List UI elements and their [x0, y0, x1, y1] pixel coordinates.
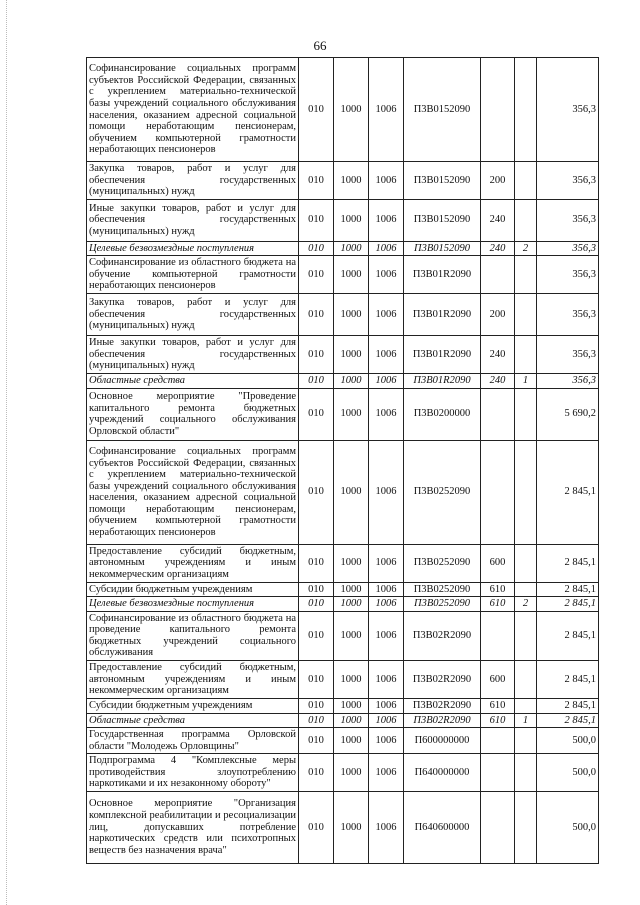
cell-section-code: 1000	[334, 256, 369, 294]
table-row	[87, 713, 599, 728]
table-row	[87, 597, 599, 612]
cell-name: Подпрограмма 4 "Комплексные меры противодействия злоупотреблению наркотиками и их незаконному обороту"	[87, 754, 299, 792]
cell-amount: 356,3	[537, 294, 599, 336]
cell-expense-type	[481, 388, 515, 440]
cell-target-article: П640600000	[404, 791, 481, 863]
cell-name: Софинансирование социальных программ субъектов Российской Федерации, связанных с укреплением материально-технической базы учреждений социального обслуживания населения, оказанием адресной социальной помощи неработающим пенсионерам, обучением компьютерной грамотности неработающих пенсионеров	[87, 440, 299, 544]
cell-amount: 2 845,1	[537, 699, 599, 714]
cell-subsection-code: 1006	[369, 199, 404, 241]
cell-name: Целевые безвозмездные поступления	[87, 597, 299, 612]
table-row	[87, 256, 599, 294]
cell-funding-source	[515, 791, 537, 863]
cell-ministry-code: 010	[299, 661, 334, 699]
table-row	[87, 294, 599, 336]
cell-subsection-code: 1006	[369, 241, 404, 256]
cell-subsection-code: 1006	[369, 336, 404, 374]
cell-ministry-code: 010	[299, 440, 334, 544]
cell-subsection-code: 1006	[369, 374, 404, 389]
cell-amount: 2 845,1	[537, 661, 599, 699]
cell-expense-type	[481, 791, 515, 863]
table-row	[87, 374, 599, 389]
cell-target-article: П3В02R2090	[404, 661, 481, 699]
cell-funding-source	[515, 294, 537, 336]
cell-subsection-code: 1006	[369, 713, 404, 728]
table-row	[87, 754, 599, 792]
cell-amount: 356,3	[537, 256, 599, 294]
cell-subsection-code: 1006	[369, 582, 404, 597]
cell-amount: 356,3	[537, 336, 599, 374]
cell-expense-type: 200	[481, 162, 515, 200]
cell-section-code: 1000	[334, 440, 369, 544]
cell-amount: 500,0	[537, 791, 599, 863]
table-row	[87, 699, 599, 714]
cell-name: Предоставление субсидий бюджетным, автономным учреждениям и иным некоммерческим организациям	[87, 661, 299, 699]
cell-section-code: 1000	[334, 388, 369, 440]
cell-ministry-code: 010	[299, 388, 334, 440]
cell-ministry-code: 010	[299, 713, 334, 728]
cell-section-code: 1000	[334, 294, 369, 336]
cell-section-code: 1000	[334, 162, 369, 200]
cell-section-code: 1000	[334, 336, 369, 374]
cell-funding-source	[515, 728, 537, 754]
budget-table	[86, 57, 599, 864]
cell-funding-source	[515, 162, 537, 200]
table-row	[87, 728, 599, 754]
cell-amount: 2 845,1	[537, 597, 599, 612]
cell-name: Субсидии бюджетным учреждениям	[87, 582, 299, 597]
cell-amount: 2 845,1	[537, 582, 599, 597]
cell-expense-type: 240	[481, 336, 515, 374]
cell-name: Софинансирование социальных программ субъектов Российской Федерации, связанных с укреплением материально-технической базы учреждений социального обслуживания населения, оказанием адресной социальной помощи неработающим пенсионерам, обучением компьютерной грамотности неработающих пенсионеров	[87, 58, 299, 162]
cell-ministry-code: 010	[299, 699, 334, 714]
cell-target-article: П3В02R2090	[404, 713, 481, 728]
cell-ministry-code: 010	[299, 256, 334, 294]
cell-ministry-code: 010	[299, 611, 334, 660]
cell-ministry-code: 010	[299, 294, 334, 336]
cell-subsection-code: 1006	[369, 162, 404, 200]
cell-target-article: П600000000	[404, 728, 481, 754]
cell-name: Закупка товаров, работ и услуг для обеспечения государственных (муниципальных) нужд	[87, 162, 299, 200]
cell-target-article: П3В0252090	[404, 582, 481, 597]
cell-name: Государственная программа Орловской области "Молодежь Орловщины"	[87, 728, 299, 754]
cell-funding-source	[515, 661, 537, 699]
cell-funding-source	[515, 440, 537, 544]
cell-expense-type	[481, 728, 515, 754]
cell-subsection-code: 1006	[369, 791, 404, 863]
cell-target-article: П3В01R2090	[404, 256, 481, 294]
cell-expense-type	[481, 440, 515, 544]
cell-expense-type: 610	[481, 713, 515, 728]
cell-expense-type: 610	[481, 699, 515, 714]
cell-funding-source	[515, 582, 537, 597]
cell-subsection-code: 1006	[369, 544, 404, 582]
cell-funding-source	[515, 58, 537, 162]
cell-subsection-code: 1006	[369, 597, 404, 612]
cell-target-article: П3В0152090	[404, 162, 481, 200]
cell-target-article: П3В0252090	[404, 440, 481, 544]
cell-expense-type: 600	[481, 661, 515, 699]
cell-section-code: 1000	[334, 544, 369, 582]
cell-subsection-code: 1006	[369, 440, 404, 544]
cell-amount: 500,0	[537, 754, 599, 792]
cell-target-article: П3В0152090	[404, 241, 481, 256]
cell-expense-type: 240	[481, 374, 515, 389]
cell-subsection-code: 1006	[369, 661, 404, 699]
cell-funding-source	[515, 199, 537, 241]
cell-amount: 2 845,1	[537, 544, 599, 582]
cell-subsection-code: 1006	[369, 388, 404, 440]
cell-section-code: 1000	[334, 58, 369, 162]
cell-name: Закупка товаров, работ и услуг для обеспечения государственных (муниципальных) нужд	[87, 294, 299, 336]
cell-name: Иные закупки товаров, работ и услуг для обеспечения государственных (муниципальных) нужд	[87, 199, 299, 241]
table-row	[87, 544, 599, 582]
cell-name: Основное мероприятие "Организация комплексной реабилитации и ресоциализации лиц, допускавших потребление наркотических средств или психотропных веществ без назначения врача"	[87, 791, 299, 863]
cell-funding-source: 2	[515, 241, 537, 256]
cell-funding-source: 2	[515, 597, 537, 612]
cell-amount: 356,3	[537, 199, 599, 241]
cell-section-code: 1000	[334, 241, 369, 256]
cell-section-code: 1000	[334, 728, 369, 754]
table-row	[87, 440, 599, 544]
cell-amount: 356,3	[537, 241, 599, 256]
cell-target-article: П3В0252090	[404, 597, 481, 612]
cell-section-code: 1000	[334, 754, 369, 792]
table-row	[87, 582, 599, 597]
cell-section-code: 1000	[334, 199, 369, 241]
cell-expense-type	[481, 611, 515, 660]
cell-expense-type: 600	[481, 544, 515, 582]
cell-ministry-code: 010	[299, 754, 334, 792]
cell-ministry-code: 010	[299, 336, 334, 374]
cell-expense-type	[481, 58, 515, 162]
cell-section-code: 1000	[334, 699, 369, 714]
cell-expense-type	[481, 256, 515, 294]
cell-name: Софинансирование из областного бюджета на проведение капитального ремонта бюджетных учреждений социального обслуживания	[87, 611, 299, 660]
cell-subsection-code: 1006	[369, 58, 404, 162]
cell-section-code: 1000	[334, 611, 369, 660]
cell-target-article: П3В01R2090	[404, 294, 481, 336]
cell-amount: 356,3	[537, 58, 599, 162]
cell-ministry-code: 010	[299, 374, 334, 389]
cell-funding-source	[515, 388, 537, 440]
cell-amount: 500,0	[537, 728, 599, 754]
cell-name: Основное мероприятие "Проведение капитального ремонта бюджетных учреждений социального обслуживания Орловской области"	[87, 388, 299, 440]
cell-name: Областные средства	[87, 374, 299, 389]
cell-funding-source: 1	[515, 713, 537, 728]
cell-ministry-code: 010	[299, 728, 334, 754]
cell-subsection-code: 1006	[369, 294, 404, 336]
table-row	[87, 58, 599, 162]
cell-expense-type	[481, 754, 515, 792]
cell-funding-source	[515, 699, 537, 714]
cell-name: Предоставление субсидий бюджетным, автономным учреждениям и иным некоммерческим организациям	[87, 544, 299, 582]
table-row	[87, 611, 599, 660]
table-row	[87, 162, 599, 200]
cell-amount: 2 845,1	[537, 611, 599, 660]
cell-ministry-code: 010	[299, 241, 334, 256]
cell-amount: 2 845,1	[537, 713, 599, 728]
cell-amount: 5 690,2	[537, 388, 599, 440]
cell-funding-source	[515, 544, 537, 582]
cell-section-code: 1000	[334, 713, 369, 728]
cell-target-article: П640000000	[404, 754, 481, 792]
cell-target-article: П3В02R2090	[404, 699, 481, 714]
cell-target-article: П3В0152090	[404, 58, 481, 162]
cell-funding-source	[515, 754, 537, 792]
cell-ministry-code: 010	[299, 582, 334, 597]
cell-target-article: П3В02R2090	[404, 611, 481, 660]
cell-subsection-code: 1006	[369, 754, 404, 792]
cell-expense-type: 610	[481, 597, 515, 612]
cell-section-code: 1000	[334, 374, 369, 389]
cell-name: Областные средства	[87, 713, 299, 728]
cell-ministry-code: 010	[299, 544, 334, 582]
table-row	[87, 791, 599, 863]
cell-funding-source	[515, 336, 537, 374]
cell-funding-source	[515, 256, 537, 294]
cell-section-code: 1000	[334, 582, 369, 597]
cell-subsection-code: 1006	[369, 699, 404, 714]
page-number: 66	[313, 38, 327, 53]
cell-target-article: П3В0200000	[404, 388, 481, 440]
cell-section-code: 1000	[334, 791, 369, 863]
cell-name: Субсидии бюджетным учреждениям	[87, 699, 299, 714]
cell-ministry-code: 010	[299, 199, 334, 241]
cell-amount: 2 845,1	[537, 440, 599, 544]
cell-ministry-code: 010	[299, 791, 334, 863]
cell-expense-type: 610	[481, 582, 515, 597]
cell-funding-source: 1	[515, 374, 537, 389]
table-row	[87, 388, 599, 440]
cell-amount: 356,3	[537, 374, 599, 389]
scan-margin-line	[6, 0, 8, 905]
cell-funding-source	[515, 611, 537, 660]
table-row	[87, 199, 599, 241]
cell-expense-type: 240	[481, 241, 515, 256]
cell-name: Софинансирование из областного бюджета на обучение компьютерной грамотности неработающих пенсионеров	[87, 256, 299, 294]
table-row	[87, 661, 599, 699]
cell-subsection-code: 1006	[369, 728, 404, 754]
cell-target-article: П3В01R2090	[404, 336, 481, 374]
cell-name: Иные закупки товаров, работ и услуг для обеспечения государственных (муниципальных) нужд	[87, 336, 299, 374]
cell-section-code: 1000	[334, 597, 369, 612]
cell-subsection-code: 1006	[369, 256, 404, 294]
cell-amount: 356,3	[537, 162, 599, 200]
cell-ministry-code: 010	[299, 162, 334, 200]
cell-ministry-code: 010	[299, 597, 334, 612]
cell-target-article: П3В01R2090	[404, 374, 481, 389]
cell-expense-type: 200	[481, 294, 515, 336]
cell-ministry-code: 010	[299, 58, 334, 162]
cell-target-article: П3В0252090	[404, 544, 481, 582]
cell-subsection-code: 1006	[369, 611, 404, 660]
cell-section-code: 1000	[334, 661, 369, 699]
table-row	[87, 336, 599, 374]
cell-expense-type: 240	[481, 199, 515, 241]
cell-name: Целевые безвозмездные поступления	[87, 241, 299, 256]
cell-target-article: П3В0152090	[404, 199, 481, 241]
table-row	[87, 241, 599, 256]
